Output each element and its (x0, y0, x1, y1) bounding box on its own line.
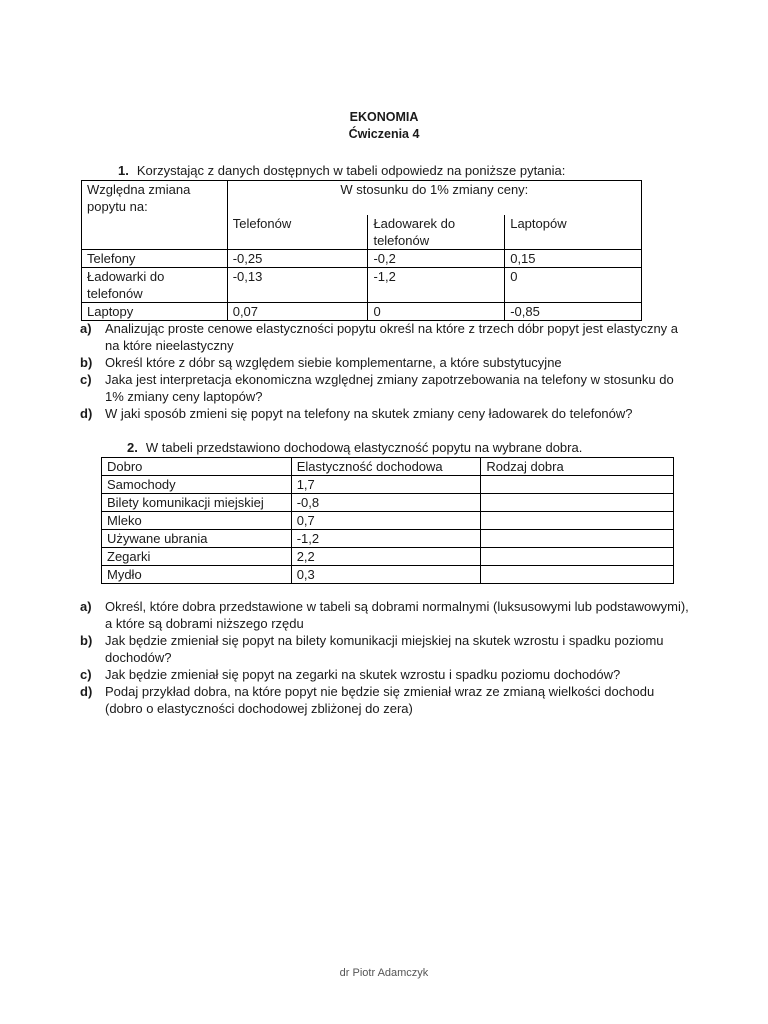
income-elasticity-table (101, 457, 674, 584)
table-cell: Używane ubrania (102, 530, 292, 548)
question-letter: d) (80, 406, 93, 421)
row-label: Ładowarki do telefonów (82, 268, 228, 303)
question-text: Jak będzie zmieniał się popyt na zegarki na skutek wzrostu i spadku poziomu dochodów? (105, 667, 621, 682)
table-cell: Zegarki (102, 548, 292, 566)
table-cell (481, 494, 674, 512)
question-text: Analizując proste cenowe elastyczności popytu określ na które z trzech dóbr popyt jest elastyczny a na które nieelastyczny (105, 321, 679, 353)
table-cell: -0,13 (227, 268, 368, 303)
table-cell: 2,2 (291, 548, 481, 566)
task-2-text: W tabeli przedstawiono dochodową elastyczność popytu na wybrane dobra. (145, 440, 583, 455)
table-group-header: W stosunku do 1% zmiany ceny: (227, 181, 641, 216)
task-2-heading (127, 440, 582, 455)
question-text: W jaki sposób zmieni się popyt na telefony na skutek zmiany ceny ładowarek do telefonów? (105, 406, 633, 421)
column-header: Laptopów (505, 215, 642, 250)
table-cell: -0,8 (291, 494, 481, 512)
list-item (80, 320, 690, 354)
task-1-text: Korzystając z danych dostępnych w tabeli odpowiedz na poniższe pytania: (136, 163, 566, 178)
table-corner-label: Względna zmiana popytu na: (82, 181, 228, 216)
row-label: Telefony (82, 250, 228, 268)
footer-author: dr Piotr Adamczyk (339, 967, 429, 979)
list-item (80, 405, 690, 422)
table-cell (481, 566, 674, 584)
question-letter: a) (80, 599, 92, 614)
table-cell: Mleko (102, 512, 292, 530)
question-letter: d) (80, 684, 93, 699)
column-header: Rodzaj dobra (481, 458, 674, 476)
task-1-questions (80, 320, 690, 422)
table-row (82, 250, 642, 268)
table-cell: -0,2 (368, 250, 505, 268)
table-row (102, 476, 674, 494)
question-letter: c) (80, 667, 92, 682)
list-item (80, 632, 690, 666)
table-row (82, 303, 642, 321)
list-item (80, 354, 690, 371)
question-letter: c) (80, 372, 92, 387)
table-cell: 0,15 (505, 250, 642, 268)
task-2-questions (80, 598, 690, 717)
table-cell: -1,2 (368, 268, 505, 303)
column-header: Ładowarek do telefonów (368, 215, 505, 250)
task-2-number: 2. (127, 440, 138, 455)
task-1-number: 1. (118, 163, 129, 178)
question-letter: b) (80, 633, 93, 648)
list-item (80, 683, 690, 717)
question-text: Jaka jest interpretacja ekonomiczna względnej zmiany zapotrzebowania na telefony w stosunku do 1% zmiany ceny laptopów? (105, 372, 674, 404)
page-title: EKONOMIA (349, 110, 419, 124)
question-letter: b) (80, 355, 93, 370)
question-text: Określ które z dóbr są względem siebie komplementarne, a które substytucyjne (105, 355, 562, 370)
table-cell: 0 (368, 303, 505, 321)
table-cell: Mydło (102, 566, 292, 584)
table-row (102, 530, 674, 548)
table-cell (481, 548, 674, 566)
question-text: Jak będzie zmieniał się popyt na bilety komunikacji miejskiej na skutek wzrostu i spadku poziomu dochodów? (105, 633, 664, 665)
table-cell: 0 (505, 268, 642, 303)
column-header: Dobro (102, 458, 292, 476)
table-cell (481, 530, 674, 548)
table-cell: -1,2 (291, 530, 481, 548)
table-cell: -0,85 (505, 303, 642, 321)
table-cell: -0,25 (227, 250, 368, 268)
price-elasticity-table (81, 180, 642, 321)
table-cell: 1,7 (291, 476, 481, 494)
table-cell (481, 476, 674, 494)
table-row (102, 566, 674, 584)
question-text: Określ, które dobra przedstawione w tabeli są dobrami normalnymi (luksusowymi lub podstawowymi), a które są dobrami niższego rzędu (105, 599, 689, 631)
table-cell: 0,3 (291, 566, 481, 584)
task-1-heading (118, 163, 565, 178)
table-row (102, 494, 674, 512)
column-header: Elastyczność dochodowa (291, 458, 481, 476)
list-item (80, 371, 690, 405)
column-header: Telefonów (227, 215, 368, 250)
table-cell: 0,7 (291, 512, 481, 530)
table-row (102, 548, 674, 566)
table-row (102, 512, 674, 530)
table-corner-spacer (82, 215, 228, 250)
table-cell (481, 512, 674, 530)
row-label: Laptopy (82, 303, 228, 321)
table-row (82, 268, 642, 303)
table-cell: Samochody (102, 476, 292, 494)
list-item (80, 666, 690, 683)
list-item (80, 598, 690, 632)
question-text: Podaj przykład dobra, na które popyt nie będzie się zmieniał wraz ze zmianą wielkości dochodu (dobro o elastyczności dochodowej zbliżonej do zera) (105, 684, 655, 716)
table-cell: 0,07 (227, 303, 368, 321)
question-letter: a) (80, 321, 92, 336)
table-cell: Bilety komunikacji miejskiej (102, 494, 292, 512)
page-subtitle: Ćwiczenia 4 (348, 127, 420, 141)
